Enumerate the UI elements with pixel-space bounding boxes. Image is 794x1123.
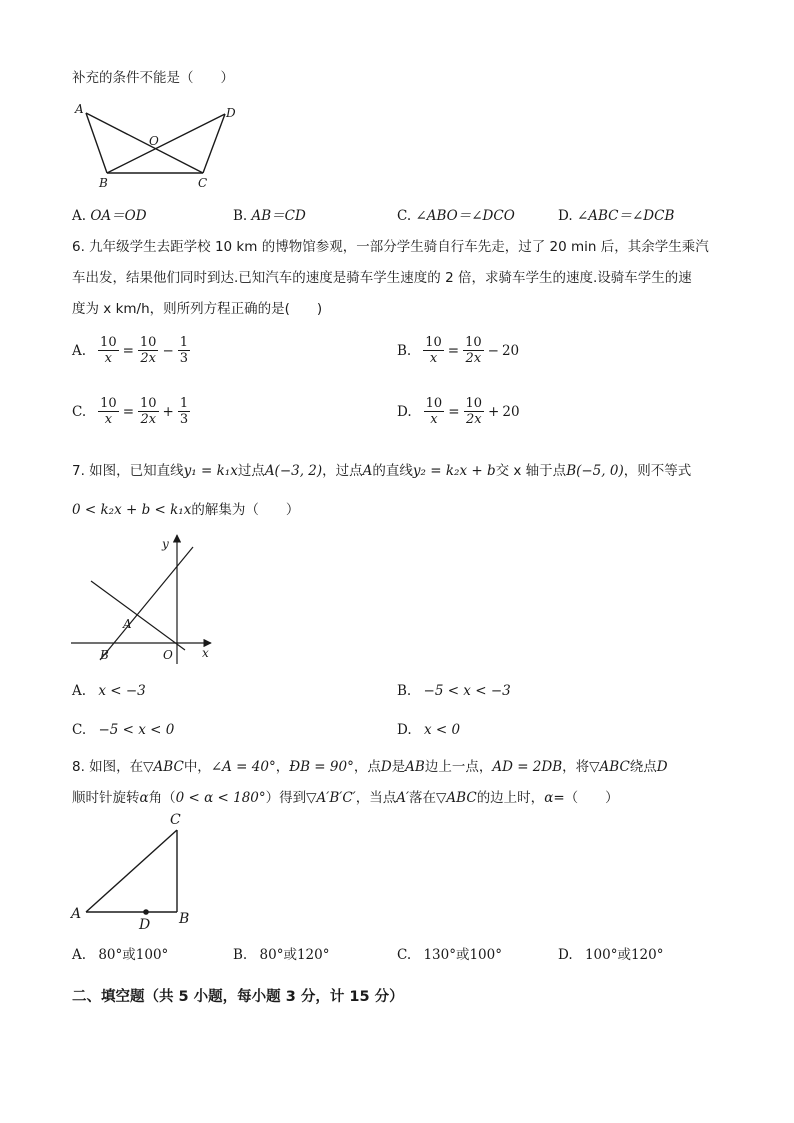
- q8-option-a[interactable]: A. 80°或100°: [72, 947, 169, 963]
- frac-lhs: $\frac{10}{x}$: [425, 396, 443, 427]
- frac-tail: $\frac{1}{3}$: [179, 335, 189, 366]
- q7-line-1: 7. 如图，已知直线y₁ = k₁x过点A(−3, 2)，过点A的直线y₂ = k₂x + b交 x 轴于点B(−5, 0)，则不等式: [72, 463, 692, 479]
- q7-line-2: 0 < k₂x + b < k₁x的解集为（ ）: [72, 502, 300, 518]
- q6-line-1: 6. 九年级学生去距学校 10 km 的博物馆参观，一部分学生骑自行车先走，过了 20 min 后，其余学生乘汽: [72, 239, 709, 255]
- q6-option-d[interactable]: D. $\frac{10}{x}$ = $\frac{10}{2x}$ + 20: [397, 396, 520, 427]
- frac-rhs: $\frac{10}{2x}$: [139, 335, 157, 366]
- tail-number: 20: [502, 403, 520, 420]
- q5-seg-bd: [107, 114, 225, 173]
- q8-line-1: 8. 如图，在▽ABC中，∠A = 40°，ÐB = 90°，点D是AB边上一点，AD = 2DB，将▽ABC绕点D: [72, 759, 668, 775]
- frac-lhs: $\frac{10}{x}$: [425, 335, 442, 366]
- q8-option-c[interactable]: C. 130°或100°: [397, 947, 502, 963]
- q7-label-b: B: [100, 648, 109, 662]
- q6-option-c[interactable]: C. $\frac{10}{x}$ = $\frac{10}{2x}$ + $\frac{1}{3}$: [72, 396, 189, 427]
- frac-rhs: $\frac{10}{2x}$: [140, 396, 157, 427]
- q5-option-c[interactable]: C. ∠ABO＝∠DCO: [397, 208, 515, 224]
- q6-line-2: 车出发，结果他们同时到达.已知汽车的速度是骑车学生速度的 2 倍，求骑车学生的速度.设骑车学生的速: [72, 270, 692, 286]
- q5-option-b[interactable]: B. AB＝CD: [233, 208, 306, 224]
- q7-option-d[interactable]: D. x < 0: [397, 722, 461, 738]
- q7-option-a[interactable]: A. x < −3: [72, 683, 146, 699]
- q7-label-o: O: [163, 648, 173, 662]
- q5-figure: [70, 98, 240, 194]
- q7-label-y: y: [162, 537, 169, 551]
- section-2-heading: 二、填空题（共 5 小题，每小题 3 分，计 15 分）: [72, 989, 404, 1005]
- q7-option-b[interactable]: B. −5 < x < −3: [397, 683, 511, 699]
- q6-option-a[interactable]: A. $\frac{10}{x}$ = $\frac{10}{2x}$ − $\frac{1}{3}$: [72, 335, 189, 366]
- q8-point-d: [143, 909, 149, 915]
- q8-label-d: D: [139, 917, 151, 932]
- q7-line-y2: [91, 581, 185, 650]
- q8-line-2: 顺时针旋转α角（0 < α < 180°）得到▽A′B′C′，当点A′落在▽ABC的边上时，α=（ ）: [72, 790, 619, 806]
- q8-figure: [68, 808, 202, 932]
- q5-option-d[interactable]: D. ∠ABC＝∠DCB: [558, 208, 675, 224]
- q7-figure: [68, 532, 224, 666]
- q8-label-c: C: [170, 812, 181, 828]
- q5-label-o: O: [149, 134, 159, 148]
- q6-line-3: 度为 x km/h，则所列方程正确的是( ): [72, 301, 323, 317]
- q5-label-d: D: [226, 106, 236, 120]
- q5-label-a: A: [75, 102, 84, 116]
- q6-option-b[interactable]: B. $\frac{10}{x}$ = $\frac{10}{2x}$ − 20: [397, 335, 520, 366]
- q8-option-b[interactable]: B. 80°或120°: [233, 947, 330, 963]
- q8-label-a: A: [71, 906, 82, 922]
- frac-tail: $\frac{1}{3}$: [179, 396, 189, 427]
- q5-label-c: C: [198, 176, 208, 190]
- q7-label-a: A: [123, 617, 132, 631]
- q8-option-d[interactable]: D. 100°或120°: [558, 947, 664, 963]
- q8-label-b: B: [179, 911, 190, 927]
- q7-option-c[interactable]: C. −5 < x < 0: [72, 722, 175, 738]
- q5-option-a[interactable]: A. OA＝OD: [72, 208, 147, 224]
- frac-lhs: $\frac{10}{x}$: [100, 335, 117, 366]
- frac-lhs: $\frac{10}{x}$: [100, 396, 117, 427]
- tail-number: 20: [501, 342, 520, 359]
- frac-rhs: $\frac{10}{2x}$: [465, 396, 483, 427]
- frac-rhs: $\frac{10}{2x}$: [465, 335, 482, 366]
- q7-label-x: x: [202, 646, 209, 660]
- q5-stem: 补充的条件不能是（ ）: [72, 70, 234, 86]
- q5-label-b: B: [99, 176, 108, 190]
- q8-seg-ca: [86, 830, 177, 912]
